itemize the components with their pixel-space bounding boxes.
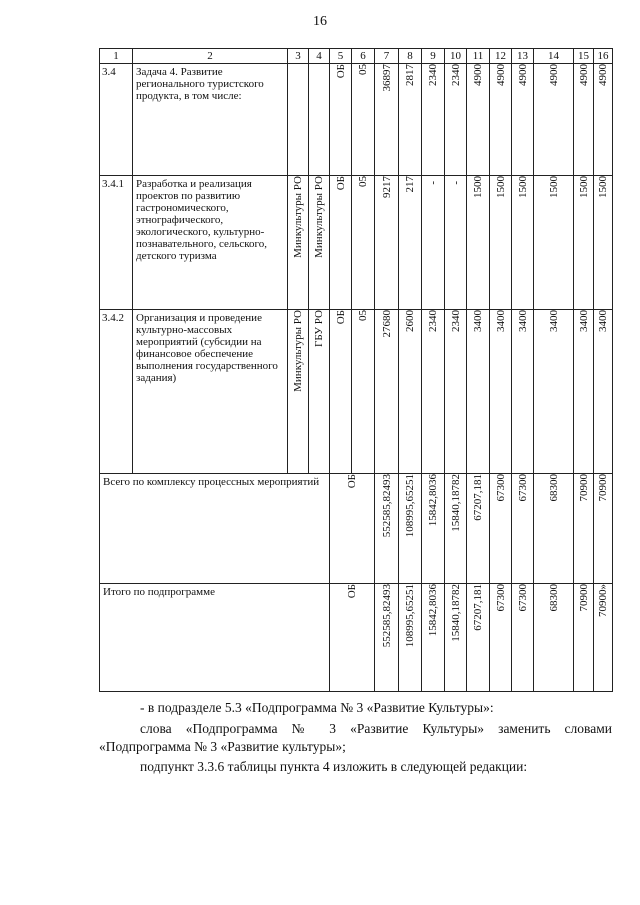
cell-value: 3400 — [547, 310, 560, 332]
table-row — [100, 64, 613, 176]
header-cell: 3 — [288, 49, 309, 64]
cell-value: 15840,18782 — [449, 474, 462, 532]
cell-budget: ОБ — [334, 176, 347, 191]
cell-value: 15842,8036 — [427, 584, 439, 637]
cell-value: 4900 — [472, 64, 484, 86]
cell-value: 2600 — [404, 310, 416, 332]
cell-value: 3400 — [516, 310, 529, 332]
cell-value: 2340 — [449, 64, 462, 86]
cell-value: 2340 — [449, 310, 462, 332]
cell-value: 4900 — [494, 64, 507, 86]
paragraph-3: подпункт 3.3.6 таблицы пункта 4 изложить в следующей редакции: — [140, 759, 528, 774]
cell-value: 36897 — [380, 64, 393, 92]
cell-budget: ОБ — [334, 310, 347, 325]
cell-value: 1500 — [577, 176, 590, 198]
cell-value: 1500 — [597, 176, 609, 198]
cell-value: 217 — [404, 176, 416, 193]
header-cell: 9 — [422, 49, 445, 64]
cell-value: 4900 — [547, 64, 560, 86]
header-cell: 4 — [309, 49, 330, 64]
table-row — [100, 584, 613, 692]
row-name: Организация и проведение культурно-массовых мероприятий (субсидии на финансовое обеспечение выполнения государственного задания) — [133, 310, 288, 474]
header-cell: 13 — [512, 49, 534, 64]
row-name: Разработка и реализация проектов по развитию гастрономического, этнографического, экологического, культурно-познавательного, сельского, детского туризма — [133, 176, 288, 310]
cell-value: 15842,8036 — [427, 474, 439, 527]
cell-executor: ГБУ РО — [313, 310, 325, 348]
cell-value: 70900 — [597, 474, 609, 502]
table-row — [100, 176, 613, 310]
cell-value: 4900 — [597, 64, 609, 86]
cell-value: 2340 — [427, 310, 439, 332]
cell-value: 67207,181 — [472, 584, 484, 631]
header-cell: 2 — [133, 49, 288, 64]
cell-code: 05 — [357, 64, 369, 75]
row-number: 3.4.1 — [100, 176, 133, 310]
cell-code: 05 — [357, 310, 369, 321]
cell-value: 67207,181 — [472, 474, 484, 521]
header-cell: 5 — [330, 49, 352, 64]
row-name: Итого по подпрограмме — [100, 584, 330, 692]
header-cell: 8 — [399, 49, 422, 64]
cell-value: 3400 — [472, 310, 484, 332]
cell-budget: ОБ — [346, 474, 358, 489]
cell-value: 27680 — [380, 310, 393, 338]
cell-value: 15840,18782 — [449, 584, 462, 642]
table-row — [100, 474, 613, 584]
page-number: 16 — [313, 14, 327, 29]
header-cell: 14 — [534, 49, 574, 64]
cell-value: 3400 — [597, 310, 609, 332]
cell-value: 3400 — [577, 310, 590, 332]
paragraph-1: - в подразделе 5.3 «Подпрограмма № 3 «Развитие Культуры»: — [140, 700, 494, 715]
cell-value: 68300 — [547, 584, 560, 612]
header-row — [100, 49, 613, 64]
table-row — [100, 310, 613, 474]
cell-value: 4900 — [577, 64, 590, 86]
cell-value: 67300 — [494, 474, 507, 502]
header-cell: 16 — [594, 49, 613, 64]
cell-value: 552585,82493 — [380, 584, 393, 648]
budget-table — [99, 48, 613, 692]
cell-value: 67300 — [494, 584, 507, 612]
header-cell: 12 — [490, 49, 512, 64]
cell-value: 108995,65251 — [404, 584, 416, 648]
cell-responsible: Минкультуры РО — [292, 176, 304, 258]
paragraph-2-line-1: слова «Подпрограмма № 3 «Развитие Культуры» заменить словами — [140, 721, 612, 736]
paragraph-2-line-2: «Подпрограмма № 3 «Развитие культуры»; — [99, 739, 346, 754]
header-cell: 7 — [375, 49, 399, 64]
cell-value: 1500 — [516, 176, 529, 198]
header-cell: 1 — [100, 49, 133, 64]
header-cell: 11 — [467, 49, 490, 64]
cell-value: 1500 — [494, 176, 507, 198]
cell-budget: ОБ — [346, 584, 358, 599]
cell-value: 70900» — [597, 584, 609, 617]
cell-value: 552585,82493 — [380, 474, 393, 538]
cell-executor: Минкультуры РО — [313, 176, 325, 258]
cell-value: 70900 — [577, 584, 590, 612]
cell-value: 67300 — [516, 584, 529, 612]
cell-value: 4900 — [516, 64, 529, 86]
cell-value: 67300 — [516, 474, 529, 502]
cell-responsible: Минкультуры РО — [292, 310, 304, 392]
cell-value: 70900 — [577, 474, 590, 502]
cell-value: 108995,65251 — [404, 474, 416, 538]
cell-value: - — [427, 181, 439, 185]
row-name: Всего по комплексу процессных мероприятий — [100, 474, 330, 584]
cell-value: 2817 — [404, 64, 416, 86]
row-name: Задача 4. Развитие регионального туристского продукта, в том числе: — [133, 64, 288, 176]
cell-value: 2340 — [427, 64, 439, 86]
row-number: 3.4.2 — [100, 310, 133, 474]
header-cell: 10 — [445, 49, 467, 64]
cell-value: 3400 — [494, 310, 507, 332]
cell-value: - — [449, 181, 462, 185]
cell-value: 9217 — [380, 176, 393, 198]
cell-value: 1500 — [472, 176, 484, 198]
cell-code: 05 — [357, 176, 369, 187]
row-number: 3.4 — [100, 64, 133, 176]
header-cell: 6 — [352, 49, 375, 64]
cell-value: 1500 — [547, 176, 560, 198]
header-cell: 15 — [574, 49, 594, 64]
cell-budget: ОБ — [334, 64, 347, 79]
cell-value: 68300 — [547, 474, 560, 502]
